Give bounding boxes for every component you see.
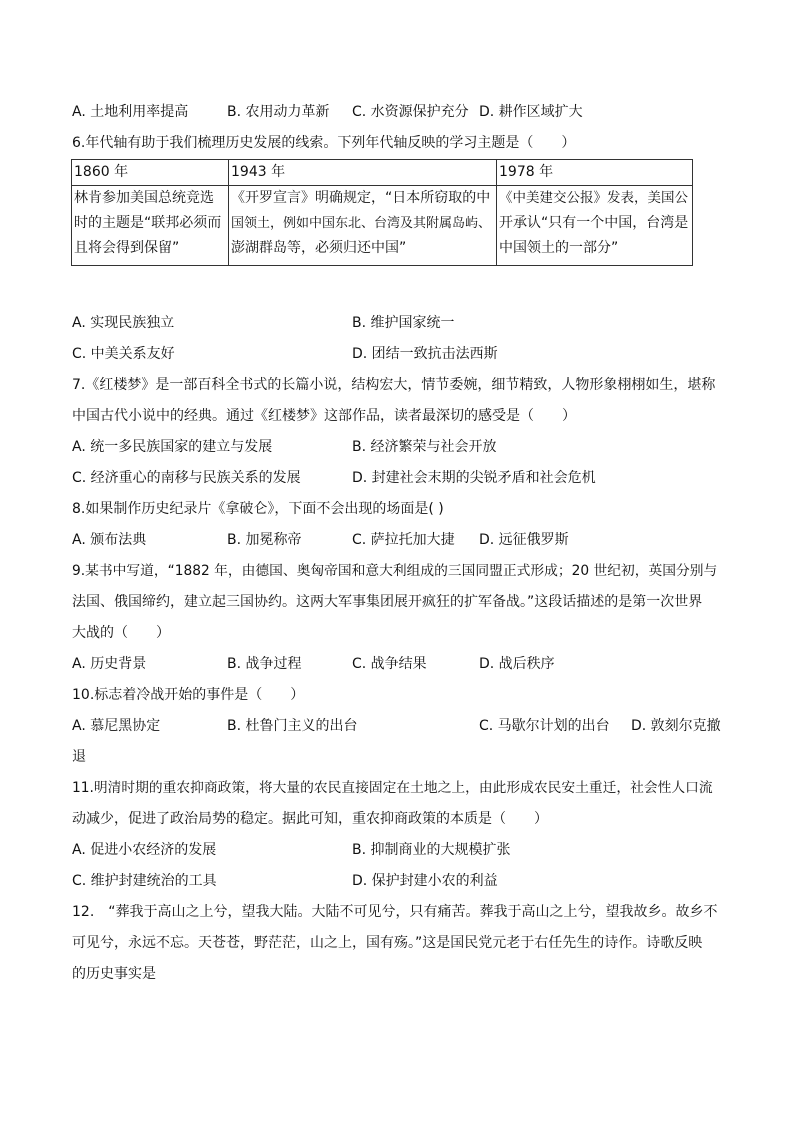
q5-option-d: D. 耕作区域扩大: [479, 104, 583, 120]
q7-option-d: D. 封建社会末期的尖锐矛盾和社会危机: [352, 470, 596, 486]
q9-stem-line: 法国、俄国缔约，建立起三国协约。这两大军事集团展开疯狂的扩军备战。”这段话描述的是第一次世界: [72, 594, 703, 610]
q6-option-c: C. 中美关系友好: [72, 346, 175, 362]
event-cell: [229, 186, 497, 266]
q7-option-a: A. 统一多民族国家的建立与发展: [72, 439, 273, 455]
q11-stem-line: 11.明清时期的重农抑商政策，将大量的农民直接固定在土地之上，由此形成农民安土重迁，社会性人口流: [72, 780, 713, 796]
event-line: 且将会得到保留”: [74, 240, 180, 256]
q8-option-d: D. 远征俄罗斯: [479, 532, 569, 548]
q6-option-b: B. 维护国家统一: [352, 315, 455, 331]
timeline-table: [71, 159, 693, 266]
q8-option-a: A. 颁布法典: [72, 532, 147, 548]
event-line: 澎湖群岛等，必须归还中国”: [231, 240, 407, 256]
q12-stem-line: 可见兮，永远不忘。天苍苍，野茫茫，山之上，国有殇。”这是国民党元老于右任先生的诗作。诗歌反映: [72, 935, 703, 951]
q12-stem-line: 12. “葬我于高山之上兮，望我大陆。大陆不可见兮，只有痛苦。葬我于高山之上兮，望我故乡。故乡不: [72, 904, 718, 920]
q9-stem-line: 大战的（ ）: [72, 625, 170, 641]
event-cell: [72, 186, 229, 266]
q5-option-c: C. 水资源保护充分: [352, 104, 469, 120]
event-line: 《开罗宣言》明确规定，“日本所窃取的中: [231, 190, 491, 206]
q10-option-a: A. 慕尼黑协定: [72, 718, 161, 734]
q9-option-a: A. 历史背景: [72, 656, 147, 672]
event-cell: [497, 186, 693, 266]
year-cell: 1943 年: [229, 160, 497, 186]
q8-option-c: C. 萨拉托加大捷: [352, 532, 455, 548]
q11-option-c: C. 维护封建统治的工具: [72, 873, 217, 889]
q11-option-a: A. 促进小农经济的发展: [72, 842, 217, 858]
year-cell: 1860 年: [72, 160, 229, 186]
q10-option-c: C. 马歇尔计划的出台: [479, 718, 610, 734]
event-line: 中国领土的一部分”: [499, 240, 619, 256]
q12-stem-line: 的历史事实是: [72, 966, 156, 982]
timeline-event-row: [72, 186, 693, 266]
event-line: 国领土，例如中国东北、台湾及其附属岛屿、: [231, 216, 492, 231]
q10-option-d: D. 敦刻尔克撤: [631, 718, 721, 734]
q7-option-b: B. 经济繁荣与社会开放: [352, 439, 497, 455]
q10-option-b: B. 杜鲁门主义的出台: [227, 718, 358, 734]
q5-option-b: B. 农用动力革新: [227, 104, 330, 120]
event-line: 《中美建交公报》发表，美国公: [499, 190, 688, 206]
q8-option-b: B. 加冕称帝: [227, 532, 302, 548]
q10-option-d-wrap: 退: [72, 749, 86, 765]
year-cell: 1978 年: [497, 160, 693, 186]
q9-stem-line: 9.某书中写道，“1882 年，由德国、奥匈帝国和意大利组成的三国同盟正式形成；20 世纪初，英国分别与: [72, 563, 718, 579]
q11-option-b: B. 抑制商业的大规模扩张: [352, 842, 511, 858]
event-line: 时的主题是“联邦必须而: [74, 215, 222, 231]
q9-option-b: B. 战争过程: [227, 656, 302, 672]
q6-stem: 6.年代轴有助于我们梳理历史发展的线索。下列年代轴反映的学习主题是（ ）: [72, 135, 576, 151]
q9-option-c: C. 战争结果: [352, 656, 427, 672]
q11-option-d: D. 保护封建小农的利益: [352, 873, 498, 889]
event-line: 开承认“只有一个中国，台湾是: [499, 215, 689, 231]
timeline-year-row: [72, 160, 693, 186]
q7-option-c: C. 经济重心的南移与民族关系的发展: [72, 470, 301, 486]
q7-stem-line: 7.《红楼梦》是一部百科全书式的长篇小说，结构宏大，情节委婉，细节精致，人物形象栩栩如生，堪称: [72, 377, 716, 393]
q7-stem-line: 中国古代小说中的经典。通过《红楼梦》这部作品，读者最深切的感受是（ ）: [72, 408, 576, 424]
q9-option-d: D. 战后秩序: [479, 656, 555, 672]
q5-option-a: A. 土地利用率提高: [72, 104, 189, 120]
q6-option-d: D. 团结一致抗击法西斯: [352, 346, 498, 362]
event-line: 林肯参加美国总统竞选: [74, 190, 214, 206]
q10-stem: 10.标志着冷战开始的事件是（ ）: [72, 687, 305, 703]
q6-option-a: A. 实现民族独立: [72, 315, 175, 331]
q11-stem-line: 动减少，促进了政治局势的稳定。据此可知，重农抑商政策的本质是（ ）: [72, 811, 548, 827]
q8-stem: 8.如果制作历史纪录片《拿破仑》，下面不会出现的场面是( ): [72, 501, 444, 517]
